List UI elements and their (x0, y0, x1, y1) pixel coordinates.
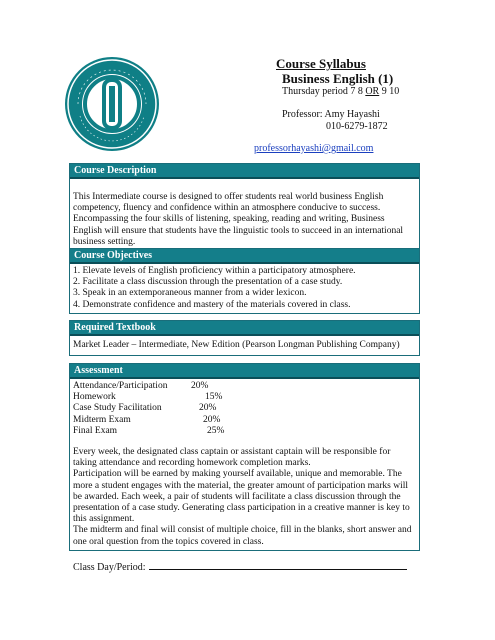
assessment-row: Homework 15% (73, 392, 223, 403)
syllabus-header (276, 57, 399, 98)
objective-item: 4. Demonstrate confidence and mastery of the materials covered in class. (73, 299, 351, 310)
course-objectives-heading: Course Objectives (70, 249, 419, 264)
course-name: Business English (1) (282, 71, 394, 86)
professor-email-link[interactable]: professorhayashi@gmail.com (254, 143, 374, 154)
course-objectives-section (69, 248, 420, 314)
objective-item: 1. Elevate levels of English proficiency within a participatory atmosphere. (73, 266, 356, 276)
assessment-heading: Assessment (70, 364, 419, 379)
assessment-row: Case Study Facilitation 20% (73, 403, 217, 414)
syllabus-title: Course Syllabus (276, 56, 366, 71)
course-schedule: Thursday period 7 8 OR 9 10 (282, 86, 400, 97)
required-textbook-section (69, 320, 420, 356)
assessment-paragraph: Every week, the designated class captain or assistant captain will be responsible for taking attendance and recording homework completion marks. (73, 447, 391, 469)
university-logo (64, 56, 160, 152)
course-description-text: This Intermediate course is designed to offer students real world business English competency, fluency and confidence within an atmosphere conducive to success. Encompassing the four skills of listening, speaking, reading and writing, Business English will ensure that students have the linguistic tools to succeed in an international business setting. (73, 192, 404, 247)
textbook-text: Market Leader – Intermediate, New Edition (Pearson Longman Publishing Company) (73, 340, 400, 350)
assessment-row: Final Exam 25% (73, 425, 225, 436)
assessment-paragraph: The midterm and final will consist of multiple choice, fill in the blanks, short answer and one oral question from the topics covered in class. (73, 525, 412, 547)
class-day-period-blank (149, 559, 407, 570)
assessment-section (69, 363, 420, 551)
course-description-heading: Course Description (70, 164, 419, 179)
objective-item: 3. Speak in an extemporaneous manner from a wider lexicon. (73, 288, 307, 299)
assessment-paragraph: Participation will be earned by making yourself available, unique and memorable. The more a student engages with the material, the greater amount of participation marks will be awarded. Each week, a pair of students will facilitate a class discussion through the presentation of a case study. Generating class participation in a creative manner is key to this assignment. (73, 469, 410, 525)
professor-name: Professor: Amy Hayashi (282, 109, 380, 120)
required-textbook-heading: Required Textbook (70, 321, 419, 336)
assessment-row: Attendance/Participation 20% (73, 381, 209, 391)
objective-item: 2. Facilitate a class discussion through the presentation of a case study. (73, 277, 343, 288)
professor-phone: 010-6279-1872 (326, 121, 388, 132)
assessment-row: Midterm Exam 20% (73, 414, 221, 425)
class-day-period-label: Class Day/Period: (73, 562, 146, 573)
class-day-period (73, 559, 407, 573)
course-description-section (69, 163, 420, 251)
